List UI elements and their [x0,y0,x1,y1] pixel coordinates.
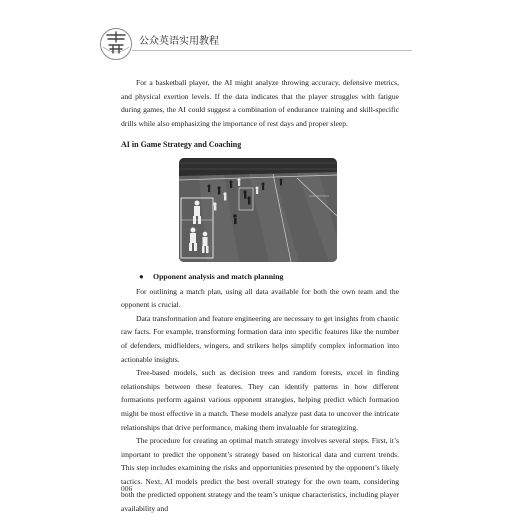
section-heading: AI in Game Strategy and Coaching [121,140,242,150]
page-number: 006 [121,484,133,493]
bullet-heading [139,270,399,284]
intro-paragraph: For a basketball player, the AI might analyze throwing accuracy, defensive metrics, and physical exertion levels. If the data indicates that the player struggles with fatigue during games, the AI could suggest a combination of endurance training and skill-specific drills while also emphasizing the importance of rest days and proper sleep. [121,78,399,128]
body-paragraph: Tree-based models, such as decision trees and random forests, excel in finding relationships between these features. They can identify patterns in how different formations perform against various opponent strategies, helping predict which formation might be most effective in a match. These models analyze past data to uncover the intricate relationships that drive performance, making them invaluable for strategizing. [121,368,399,432]
football-match-tracking-photo [179,158,337,262]
book-series-logo [99,27,133,61]
body-paragraph: The procedure for creating an optimal match strategy involves several steps. First, it’s important to predict the opponent’s strategy based on historical data and current trends. This step includes examining the risks and opportunities presented by the opponent’s likely tactics. Next, AI models predict the best overall strategy for the own team, considering both the predicted opponent strategy and the team’s unique characteristics, including player availability and [121,436,399,514]
page-content [121,76,399,516]
header-rule [132,50,412,51]
book-title: 公众英语实用教程 [139,36,219,47]
bullet-icon: ● [139,271,144,281]
body-paragraph: Data transformation and feature engineering are necessary to get insights from chaotic raw facts. For example, transforming formation data into specific features like the number of defenders, midfielders, wingers, and strikers helps simplify complex information into actionable insights. [121,313,399,364]
body-paragraph: For outlining a match plan, using all data available for both the own team and the opponent is crucial. [121,286,399,310]
match-photo-graphic [179,158,337,262]
bullet-heading-text: Opponent analysis and match planning [153,271,284,281]
